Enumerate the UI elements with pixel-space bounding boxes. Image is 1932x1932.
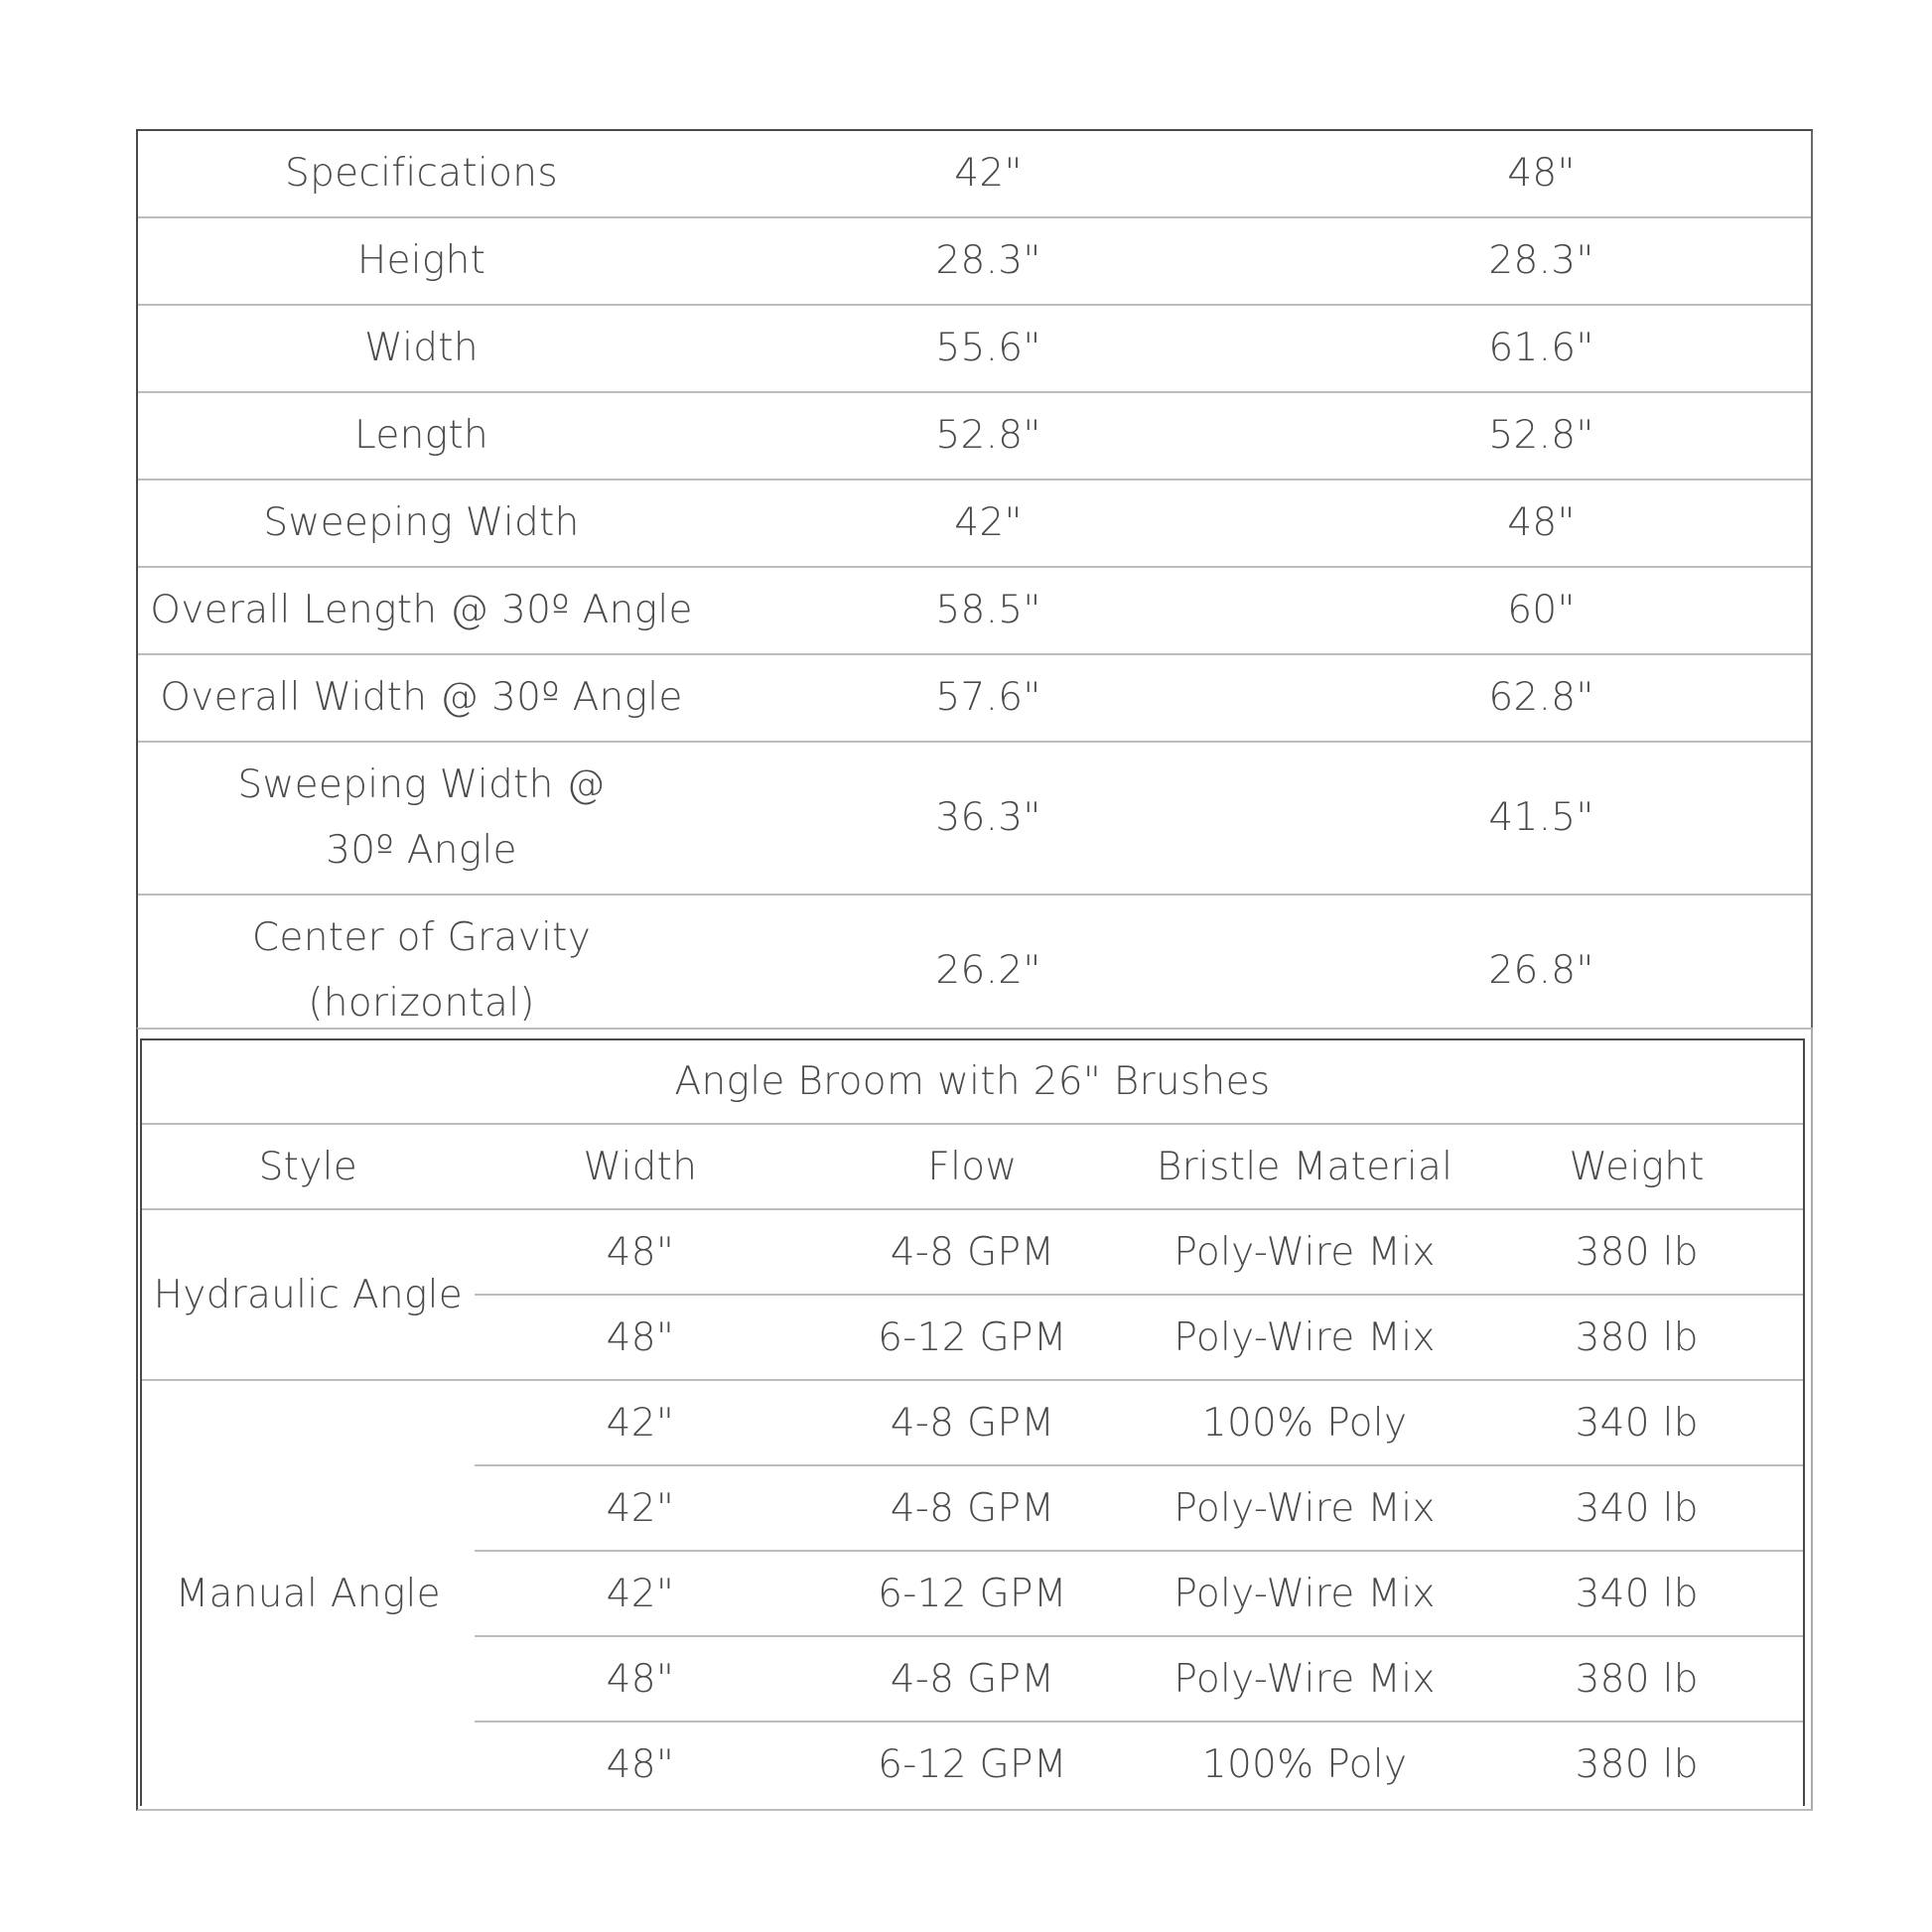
- flow-cell: 4-8 GPM: [806, 1465, 1139, 1551]
- column-header-width: Width: [475, 1124, 807, 1209]
- spec-label: Overall Width @ 30º Angle: [138, 654, 705, 742]
- spec-value-42: 52.8": [705, 392, 1272, 480]
- flow-cell: 4-8 GPM: [806, 1380, 1139, 1465]
- spec-value-42: 26.2": [705, 895, 1272, 1046]
- spec-label: Overall Length @ 30º Angle: [138, 567, 705, 654]
- width-cell: 42": [475, 1465, 807, 1551]
- spec-header-row: [138, 131, 1811, 217]
- broom-header-row: [142, 1124, 1803, 1209]
- width-cell: 48": [475, 1295, 807, 1380]
- table-row: [138, 742, 1811, 895]
- width-cell: 42": [475, 1551, 807, 1636]
- spec-value-42: 36.3": [705, 742, 1272, 895]
- bristle-cell: Poly-Wire Mix: [1139, 1636, 1471, 1722]
- table-row: [142, 1209, 1803, 1295]
- spec-value-42: 55.6": [705, 305, 1272, 392]
- spec-value-48: 61.6": [1272, 305, 1811, 392]
- spec-label: Length: [138, 392, 705, 480]
- spec-header-42: 42": [954, 151, 1023, 196]
- spec-value-42: 58.5": [705, 567, 1272, 654]
- column-header-bristle-material: Bristle Material: [1139, 1124, 1471, 1209]
- spec-label: Width: [138, 305, 705, 392]
- flow-cell: 4-8 GPM: [806, 1209, 1139, 1295]
- spec-value-42: 57.6": [705, 654, 1272, 742]
- width-cell: 48": [475, 1722, 807, 1806]
- table-row: [138, 567, 1811, 654]
- spec-header-48: 48": [1507, 151, 1576, 196]
- table-row: [138, 654, 1811, 742]
- bristle-cell: 100% Poly: [1139, 1722, 1471, 1806]
- spec-label: Sweeping Width: [138, 480, 705, 567]
- bristle-cell: Poly-Wire Mix: [1139, 1551, 1471, 1636]
- angle-broom-table: [140, 1038, 1805, 1806]
- specifications-grid: [138, 131, 1811, 1046]
- spec-label: Center of Gravity (horizontal): [138, 895, 705, 1046]
- width-cell: 48": [475, 1636, 807, 1722]
- spec-value-42: 42": [705, 480, 1272, 567]
- broom-title-row: [142, 1040, 1803, 1124]
- broom-table-title: Angle Broom with 26" Brushes: [674, 1059, 1271, 1104]
- weight-cell: 380 lb: [1470, 1295, 1803, 1380]
- spec-value-48: 62.8": [1272, 654, 1811, 742]
- flow-cell: 6-12 GPM: [806, 1551, 1139, 1636]
- table-row: [142, 1380, 1803, 1465]
- spec-value-48: 28.3": [1272, 217, 1811, 305]
- style-cell-manual: [142, 1380, 475, 1806]
- angle-broom-section: [136, 1028, 1813, 1811]
- style-label: Hydraulic Angle: [153, 1272, 464, 1317]
- spec-header-label: Specifications: [285, 151, 558, 196]
- weight-cell: 340 lb: [1470, 1380, 1803, 1465]
- flow-cell: 4-8 GPM: [806, 1636, 1139, 1722]
- bristle-cell: Poly-Wire Mix: [1139, 1295, 1471, 1380]
- style-label: Manual Angle: [175, 1571, 441, 1616]
- spec-value-42: 28.3": [705, 217, 1272, 305]
- specifications-table: [136, 129, 1813, 1046]
- spec-value-48: 26.8": [1272, 895, 1811, 1046]
- table-row: [138, 305, 1811, 392]
- spec-value-48: 48": [1272, 480, 1811, 567]
- weight-cell: 380 lb: [1470, 1636, 1803, 1722]
- weight-cell: 380 lb: [1470, 1722, 1803, 1806]
- bristle-cell: 100% Poly: [1139, 1380, 1471, 1465]
- flow-cell: 6-12 GPM: [806, 1295, 1139, 1380]
- weight-cell: 340 lb: [1470, 1551, 1803, 1636]
- column-header-style: Style: [142, 1124, 475, 1209]
- spec-value-48: 52.8": [1272, 392, 1811, 480]
- angle-broom-grid: [142, 1040, 1803, 1806]
- table-row: [138, 217, 1811, 305]
- width-cell: 42": [475, 1380, 807, 1465]
- spec-label: Height: [138, 217, 705, 305]
- weight-cell: 340 lb: [1470, 1465, 1803, 1551]
- column-header-weight: Weight: [1470, 1124, 1803, 1209]
- table-row: [138, 895, 1811, 1046]
- spec-value-48: 60": [1272, 567, 1811, 654]
- bristle-cell: Poly-Wire Mix: [1139, 1465, 1471, 1551]
- spec-value-48: 41.5": [1272, 742, 1811, 895]
- width-cell: 48": [475, 1209, 807, 1295]
- flow-cell: 6-12 GPM: [806, 1722, 1139, 1806]
- style-cell-hydraulic: [142, 1209, 475, 1380]
- bristle-cell: Poly-Wire Mix: [1139, 1209, 1471, 1295]
- spec-label: Sweeping Width @ 30º Angle: [138, 742, 705, 895]
- weight-cell: 380 lb: [1470, 1209, 1803, 1295]
- column-header-flow: Flow: [806, 1124, 1139, 1209]
- table-row: [138, 392, 1811, 480]
- table-row: [138, 480, 1811, 567]
